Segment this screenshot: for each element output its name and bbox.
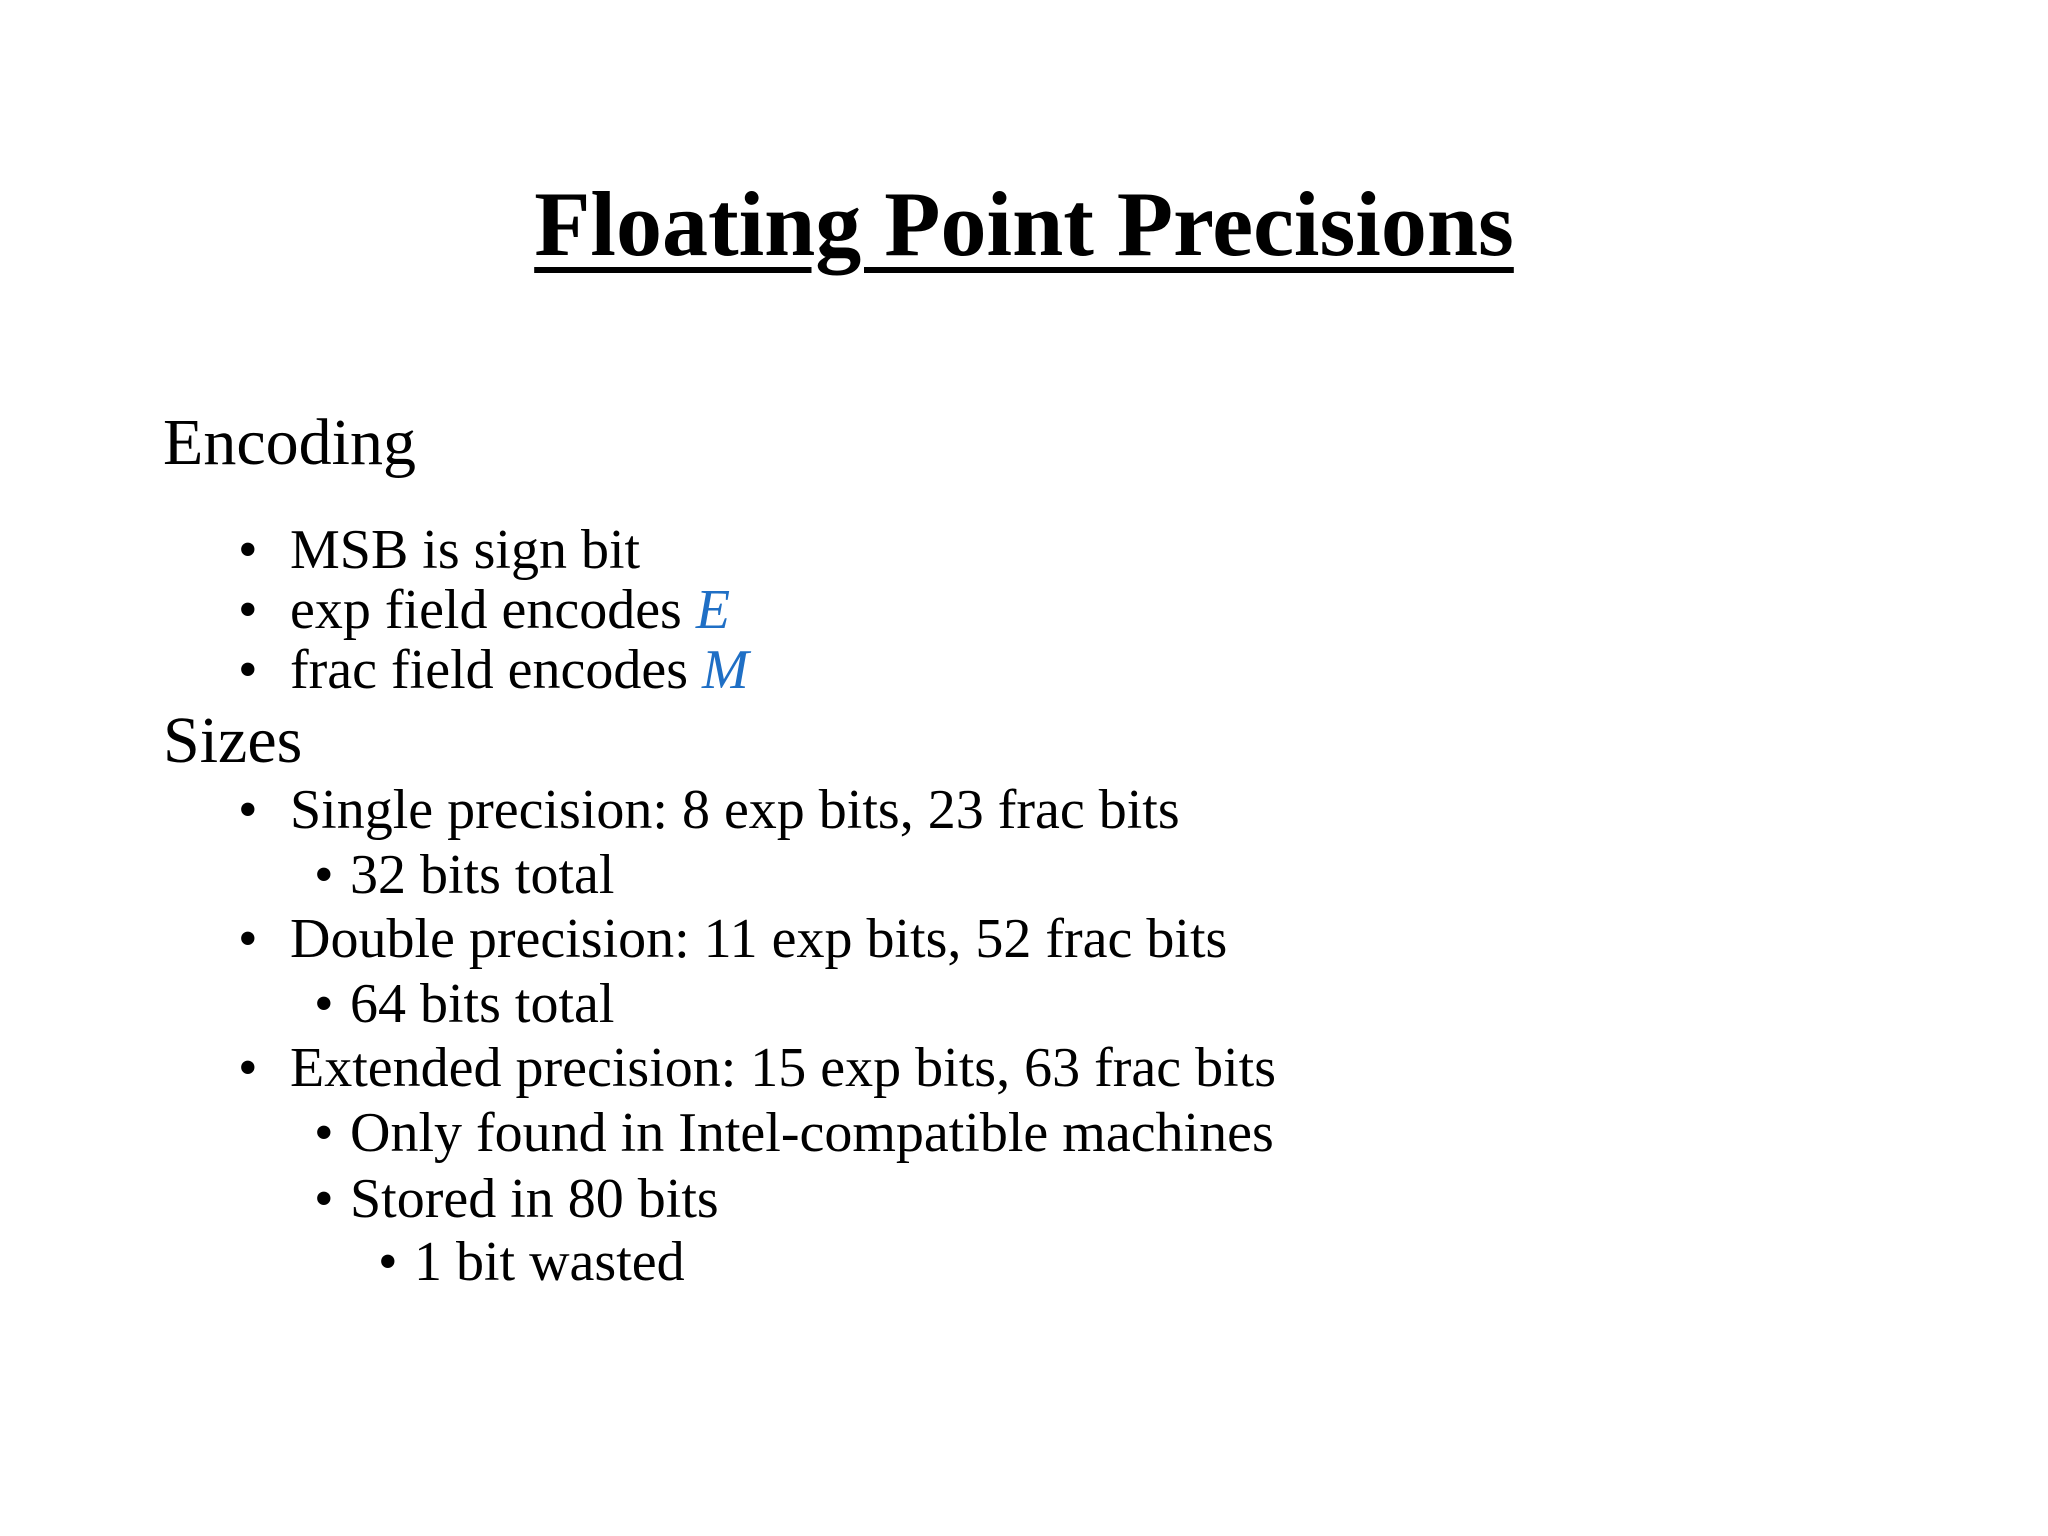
bullet-icon: •: [314, 1168, 334, 1230]
sizes-item-extended: • Extended precision: 15 exp bits, 63 frac bits: [238, 1037, 1276, 1099]
bullet-icon: •: [238, 579, 258, 641]
bullet-icon: •: [314, 844, 334, 906]
variable-e: E: [695, 579, 731, 641]
sizes-item-double: • Double precision: 11 exp bits, 52 frac bits: [238, 908, 1228, 970]
bullet-icon: •: [314, 1102, 334, 1164]
sizes-double-sub: • 64 bits total: [314, 973, 615, 1035]
bullet-icon: •: [378, 1231, 398, 1293]
bullet-icon: •: [238, 639, 258, 701]
encoding-heading: Encoding: [163, 406, 416, 479]
bullet-icon: •: [238, 908, 258, 970]
sizes-extended-sub-intel: • Only found in Intel-compatible machines: [314, 1102, 1274, 1164]
encoding-item-sign-bit: • MSB is sign bit: [238, 519, 641, 581]
encoding-item-frac-field: • frac field encodes M: [238, 639, 749, 701]
sizes-single-sub: • 32 bits total: [314, 844, 615, 906]
bullet-icon: •: [314, 973, 334, 1035]
bullet-icon: •: [238, 519, 258, 581]
variable-m: M: [702, 639, 749, 701]
bullet-icon: •: [238, 1037, 258, 1099]
sizes-heading: Sizes: [163, 704, 303, 777]
bullet-icon: •: [238, 779, 258, 841]
sizes-extended-subsub-wasted: • 1 bit wasted: [378, 1231, 685, 1293]
sizes-extended-sub-stored: • Stored in 80 bits: [314, 1168, 719, 1230]
sizes-item-single: • Single precision: 8 exp bits, 23 frac bits: [238, 779, 1180, 841]
slide-title: Floating Point Precisions: [534, 173, 1514, 275]
encoding-item-exp-field: • exp field encodes E: [238, 579, 731, 641]
